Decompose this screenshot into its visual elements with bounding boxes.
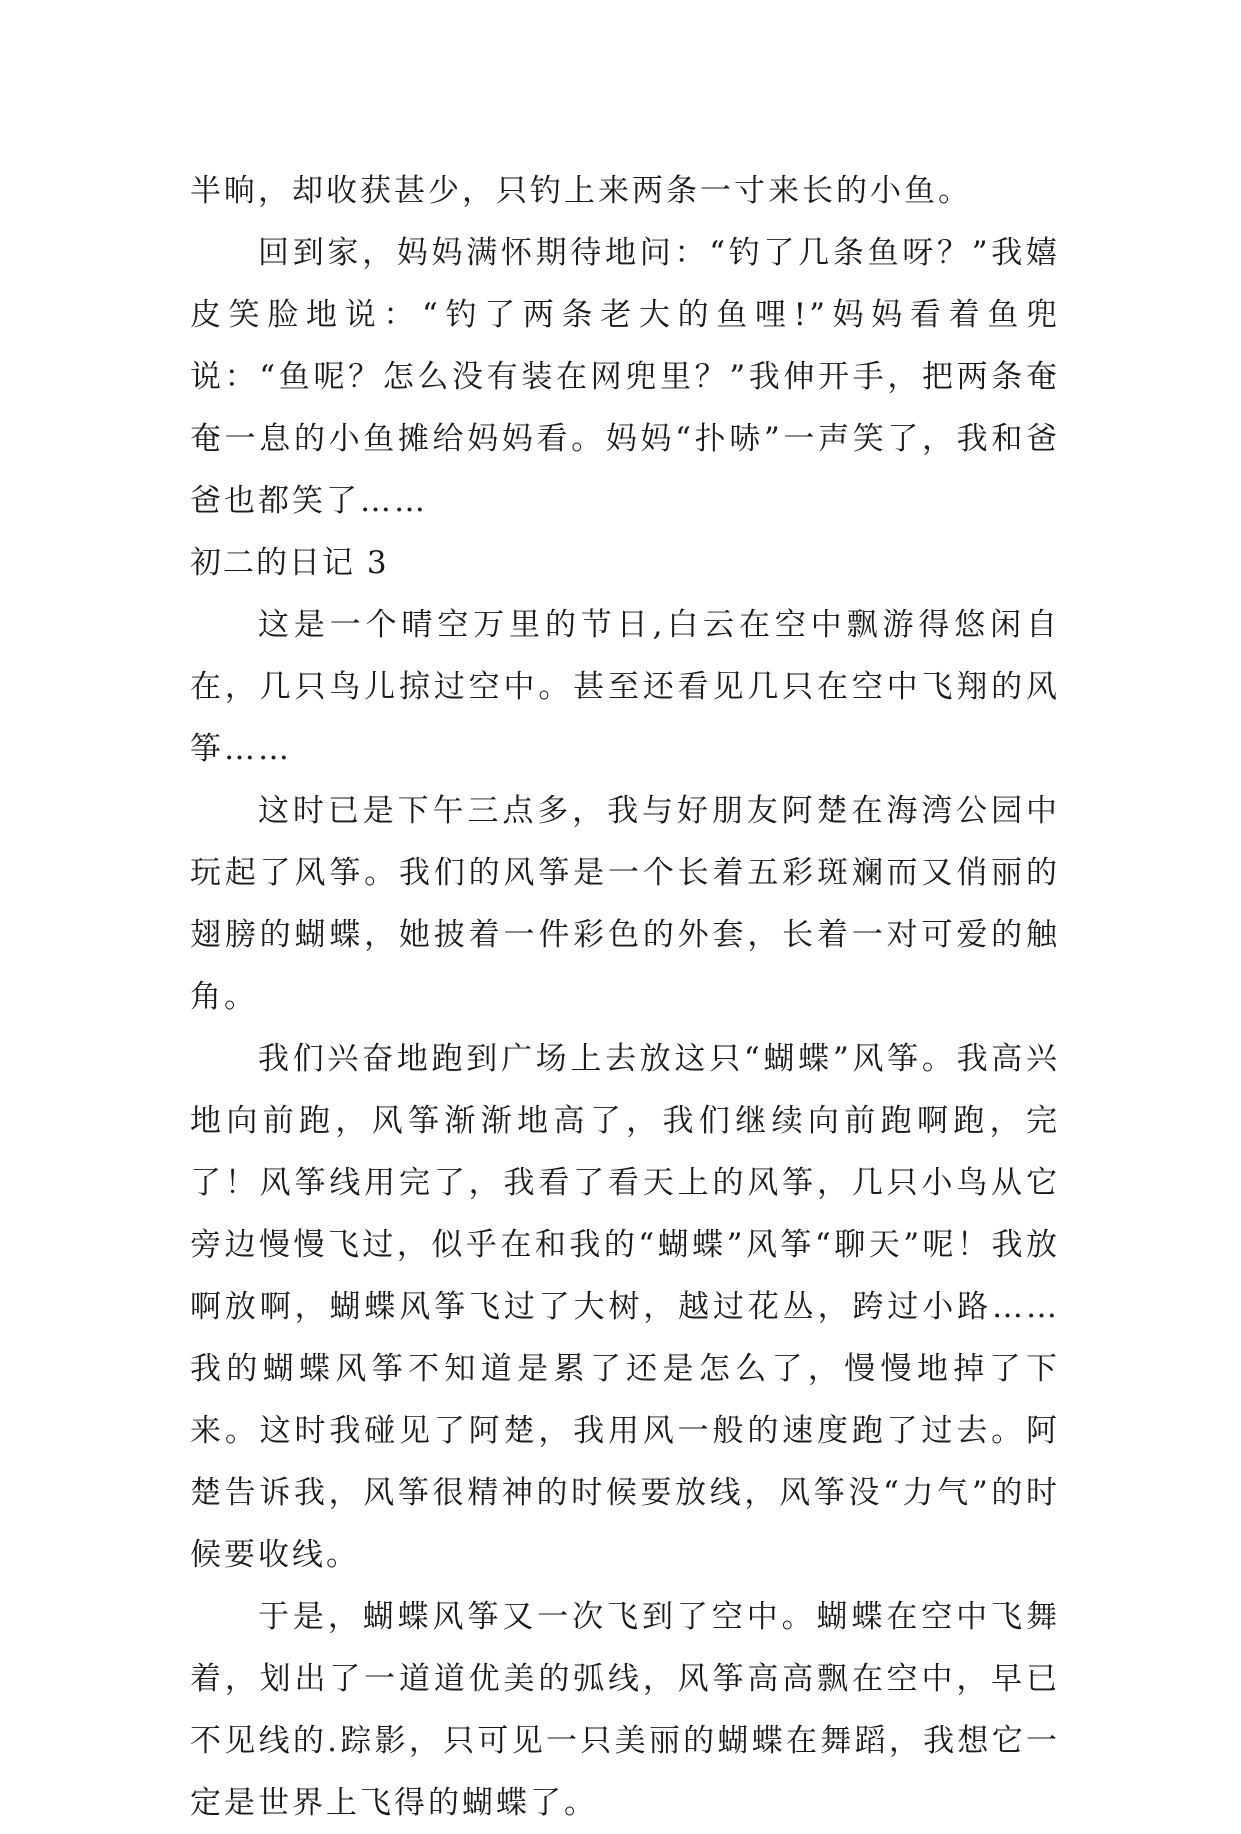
paragraph-return-home: 回到家，妈妈满怀期待地问：“钓了几条鱼呀？”我嬉皮笑脸地说：“钓了两条老大的鱼哩!”妈妈看着鱼兜说：“鱼呢？怎么没有装在网兜里？”我伸开手，把两条奄奄一息的小鱼摊给妈妈看。妈妈“扑哧”一声笑了，我和爸爸也都笑了…… bbox=[190, 235, 1060, 519]
paragraph-flying-kite: 我们兴奋地跑到广场上去放这只“蝴蝶”风筝。我高兴地向前跑，风筝渐渐地高了，我们继续向前跑啊跑，完了！风筝线用完了，我看了看天上的风筝，几只小鸟从它旁边慢慢飞过，似乎在和我的“蝴蝶”风筝“聊天”呢！我放啊放啊，蝴蝶风筝飞过了大树，越过花丛，跨过小路……我的蝴蝶风筝不知道是累了还是怎么了，慢慢地掉了下来。这时我碰见了阿楚，我用风一般的速度跑了过去。阿楚告诉我，风筝很精神的时候要放线，风筝没“力气”的时候要收线。 bbox=[190, 1041, 1060, 1573]
section-heading: 初二的日记 3 bbox=[190, 545, 389, 581]
paragraph-kite-intro: 这时已是下午三点多，我与好朋友阿楚在海湾公园中玩起了风筝。我们的风筝是一个长着五彩斑斓而又俏丽的翅膀的蝴蝶，她披着一件彩色的外套，长着一对可爱的触角。 bbox=[190, 793, 1060, 1015]
paragraph-sunny-day: 这是一个晴空万里的节日,白云在空中飘游得悠闲自在，几只鸟儿掠过空中。甚至还看见几只在空中飞翔的风筝…… bbox=[190, 607, 1060, 767]
paragraph-kite-dance: 于是，蝴蝶风筝又一次飞到了空中。蝴蝶在空中飞舞着，划出了一道道优美的弧线，风筝高高飘在空中，早已不见线的.踪影，只可见一只美丽的蝴蝶在舞蹈，我想它一定是世界上飞得的蝴蝶了。 bbox=[190, 1599, 1060, 1821]
document-body bbox=[190, 160, 1060, 1834]
continuation-paragraph: 半晌，却收获甚少，只钓上来两条一寸来长的小鱼。 bbox=[190, 173, 972, 209]
